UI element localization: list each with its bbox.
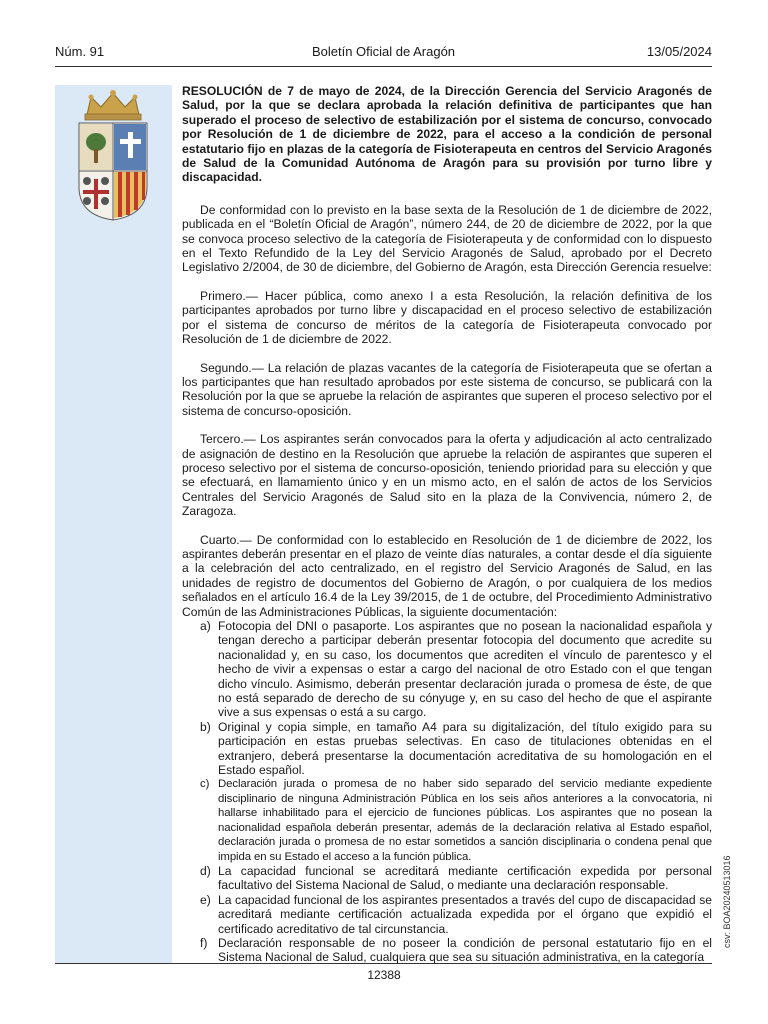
list-item-label: b) (200, 719, 211, 734)
list-item-text: La capacidad funcional de los aspirantes presentados a través del cupo de discapacidad se acreditará mediante certificación actualizada expedida por el órgano que expidió el certificado acreditativo de tal circunstancia. (218, 892, 712, 936)
paragraph-cuarto: Cuarto.— De conformidad con lo establecido en Resolución de 1 de diciembre de 2022, los aspirantes deberán presentar en el plazo de veinte días naturales, a contar desde el día siguiente a la celebración del acto centralizado, en el registro del Servicio Aragonés de Salud, en las unidades de registro de documentos del Gobierno de Aragón, o por cualquiera de los medios señalados en el artículo 16.4 de la Ley 39/2015, de 1 de octubre, del Procedimiento Administrativo Común de las Administraciones Públicas, la siguiente documentación: (182, 532, 712, 619)
issue-number: Núm. 91 (55, 44, 105, 59)
list-item-text: Original y copia simple, en tamaño A4 para su digitalización, del título exigido para su participación en estas pruebas selectivas. En caso de titulaciones obtenidas en el extranjero, deberá presentarse la documentación acreditativa de su homologación en el Estado español. (218, 719, 712, 778)
list-item-label: a) (200, 619, 211, 633)
header-divider (55, 66, 712, 67)
list-item-label: f) (200, 935, 208, 950)
paragraph-primero: Primero.— Hacer pública, como anexo I a esta Resolución, la relación definitiva de los participantes aprobados por turno libre y discapacidad en el proceso selectivo de estabilización por el sistema de concurso de méritos de la categoría de Fisioterapeuta convocado por Resolución de 1 de diciembre de 2022. (182, 288, 712, 347)
footer-divider (55, 963, 712, 964)
page-header (55, 44, 712, 64)
list-item (182, 720, 712, 778)
document-body (182, 84, 712, 965)
list-item-text: Declaración jurada o promesa de no haber sido separado del servicio mediante expediente disciplinario de ninguna Administración Pública en los seis años anteriores a la convocatoria, ni hallarse inhabilitado para el ejercicio de funciones públicas. Los aspirantes que no posean la nacionalidad española deberán presentar, además de la declaración relativa al Estado español, declaración jurada o promesa de no estar sometidos a sanción disciplinaria o condena penal que impida en su Estado el acceso a la función pública. (218, 778, 712, 863)
resolution-title: RESOLUCIÓN de 7 de mayo de 2024, de la Dirección Gerencia del Servicio Aragonés de Salud, por la que se declara aprobada la relación definitiva de participantes que han superado el proceso de selectivo de estabilización por el sistema de concurso, convocado por Resolución de 1 de diciembre de 2022, para el acceso a la condición de personal estatutario fijo en plazas de la categoría de Fisioterapeuta en centros del Servicio Aragonés de Salud de la Comunidad Autónoma de Aragón para su provisión por turno libre y discapacidad. (182, 84, 712, 185)
intro-paragraph: De conformidad con lo previsto en la base sexta de la Resolución de 1 de diciembre de 2022, publicada en el “Boletín Oficial de Aragón”, número 244, de 20 de diciembre de 2022, por la que se convoca proceso selectivo de la categoría de Fisioterapeuta y de conformidad con lo dispuesto en el Texto Refundido de la Ley del Servicio Aragonés de Salud, aprobado por el Decreto Legislativo 2/2004, de 30 de diciembre, del Gobierno de Aragón, esta Dirección Gerencia resuelve: (182, 202, 712, 275)
publication-name: Boletín Oficial de Aragón (311, 44, 456, 59)
list-item (182, 864, 712, 893)
list-item-label: c) (200, 778, 210, 791)
crest-sidebar (55, 85, 172, 963)
list-item-text: La capacidad funcional se acreditará mediante certificación expedida por personal facultativo del Sistema Nacional de Salud, o mediante una declaración responsable. (218, 863, 712, 893)
list-item-text: Fotocopia del DNI o pasaporte. Los aspirantes que no posean la nacionalidad española y tengan derecho a participar deberán presentar fotocopia del documento que acredite su nacionalidad y, en su caso, los documentos que acrediten el vínculo de parentesco y el hecho de vivir a expensas o estar a cargo del nacional de otro Estado con el que tengan dicho vínculo. Asimismo, deberán presentar declaración jurada o promesa de éste, de que no está separado de derecho de su cónyuge y, en su caso del hecho de que el aspirante vive a sus expensas o está a su cargo. (218, 619, 712, 720)
aragon-coat-of-arms-icon (65, 87, 162, 222)
list-item-label: d) (200, 863, 211, 878)
page-number: 12388 (367, 968, 401, 982)
list-item (182, 619, 712, 720)
publication-date: 13/05/2024 (646, 44, 712, 59)
list-item (182, 893, 712, 936)
paragraph-tercero: Tercero.— Los aspirantes serán convocados para la oferta y adjudicación al acto centralizado de asignación de destino en la Resolución que apruebe la relación de aspirantes que superen el proceso selectivo por el sistema de concurso-oposición, teniendo prioridad para su elección y que se efectuará, en llamamiento único y en un mismo acto, en el salón de actos de los Servicios Centrales del Servicio Aragonés de Salud sito en la plaza de la Convivencia, número 2, de Zaragoza. (182, 432, 712, 519)
list-item (182, 936, 712, 965)
list-item-text: Declaración responsable de no poseer la condición de personal estatutario fijo en el Sistema Nacional de Salud, cualquiera que sea su situación administrativa, en la categoría (218, 935, 712, 965)
csv-code: csv: BOA20240513016 (722, 855, 732, 948)
list-item (182, 777, 712, 863)
paragraph-segundo: Segundo.— La relación de plazas vacantes de la categoría de Fisioterapeuta que se ofertan a los participantes que han resultado aprobados por este sistema de concurso, se publicará con la Resolución por la que se apruebe la relación de aspirantes que superen el proceso selectivo por el sistema de concurso-oposición. (182, 360, 712, 418)
list-item-label: e) (200, 892, 211, 907)
